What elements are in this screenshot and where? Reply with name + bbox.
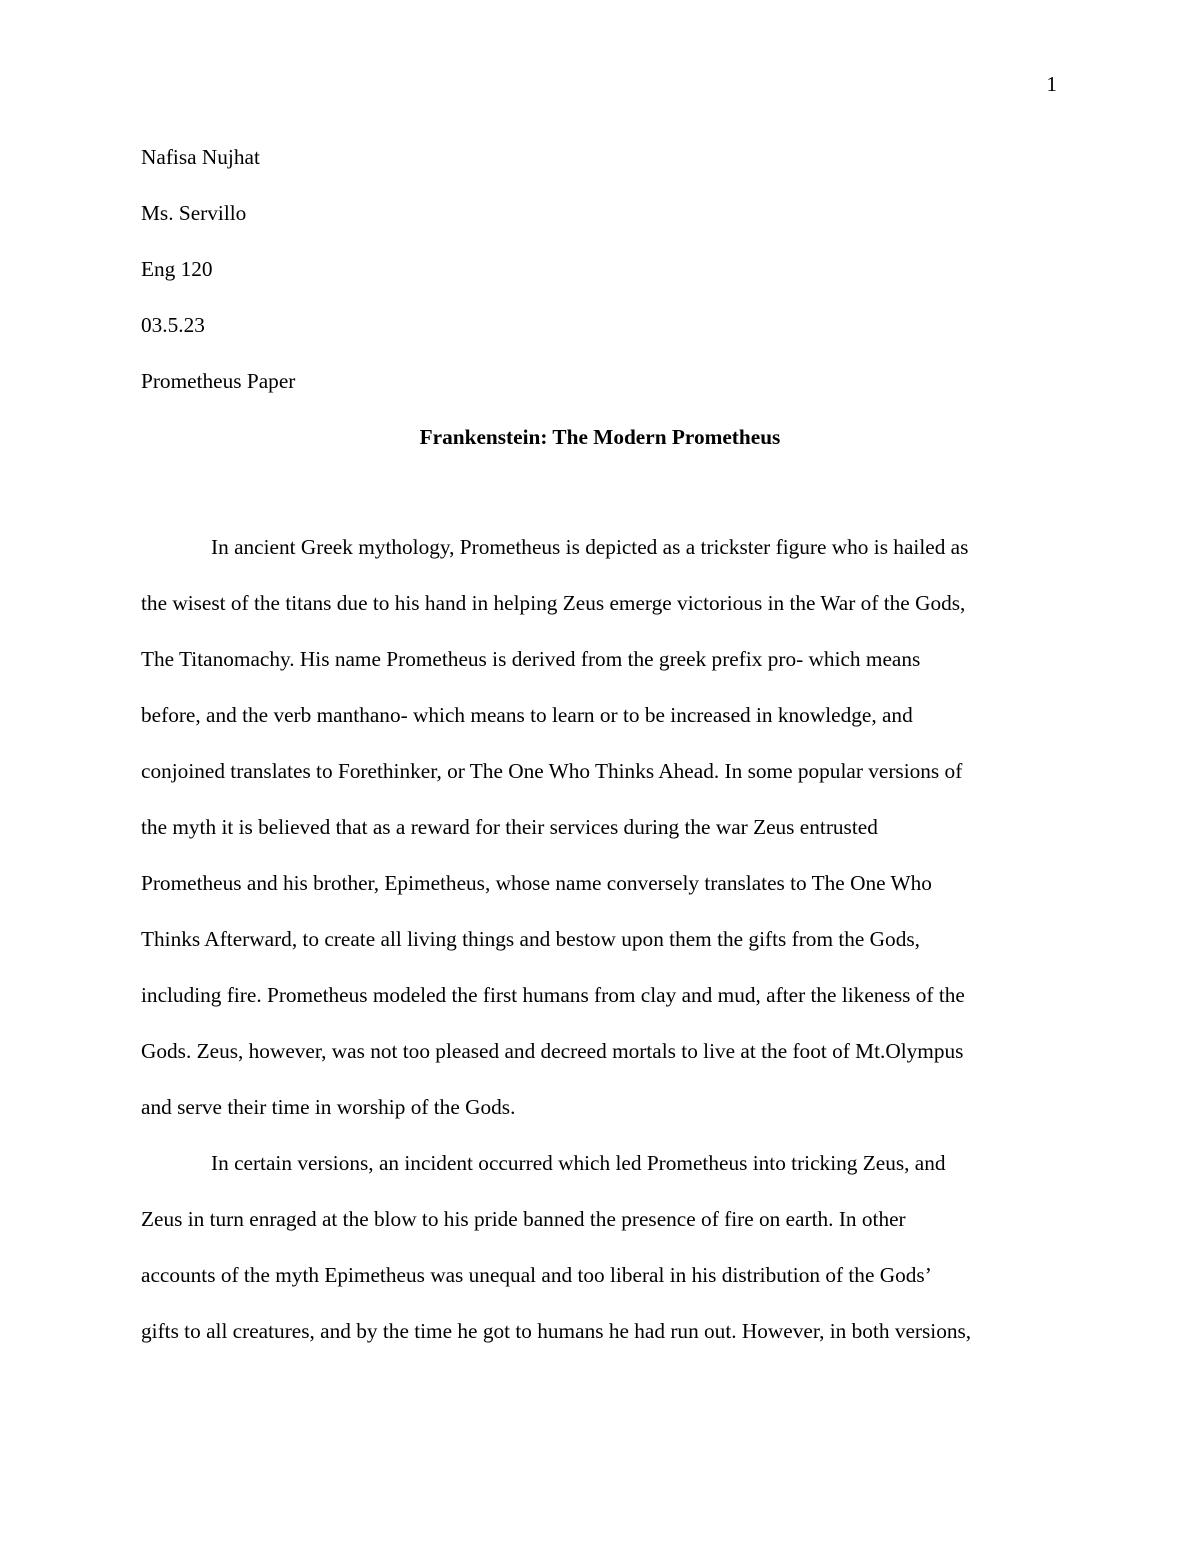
paragraph-1-line: and serve their time in worship of the Gods. — [141, 1095, 516, 1119]
paragraph-1-line: Gods. Zeus, however, was not too pleased and decreed mortals to live at the foot of Mt.Olympus — [141, 1039, 964, 1063]
paragraph-1-line: The Titanomachy. His name Prometheus is derived from the greek prefix pro- which means — [141, 647, 921, 671]
page-number: 1 — [1046, 72, 1057, 96]
paragraph-2-line: In certain versions, an incident occurred which led Prometheus into tricking Zeus, and — [211, 1151, 946, 1175]
paper-title: Frankenstein: The Modern Prometheus — [419, 425, 781, 449]
paragraph-1-line: conjoined translates to Forethinker, or The One Who Thinks Ahead. In some popular versions of — [141, 759, 963, 783]
instructor-name: Ms. Servillo — [141, 201, 247, 225]
mla-heading — [141, 143, 1059, 423]
paper-date: 03.5.23 — [141, 313, 205, 337]
assignment-name: Prometheus Paper — [141, 369, 296, 393]
body-text — [141, 533, 1059, 1373]
paragraph-1-line: including fire. Prometheus modeled the first humans from clay and mud, after the likeness of the — [141, 983, 965, 1007]
paragraph-1-line: before, and the verb manthano- which means to learn or to be increased in knowledge, and — [141, 703, 913, 727]
paragraph-1-line: the wisest of the titans due to his hand in helping Zeus emerge victorious in the War of the Gods, — [141, 591, 966, 615]
paragraph-1-line: Thinks Afterward, to create all living things and bestow upon them the gifts from the Gods, — [141, 927, 920, 951]
paragraph-2-line: Zeus in turn enraged at the blow to his pride banned the presence of fire on earth. In other — [141, 1207, 906, 1231]
paragraph-1-line: the myth it is believed that as a reward for their services during the war Zeus entrusted — [141, 815, 878, 839]
paragraph-2-line: accounts of the myth Epimetheus was unequal and too liberal in his distribution of the Gods’ — [141, 1263, 932, 1287]
course-name: Eng 120 — [141, 257, 213, 281]
paragraph-1-line: Prometheus and his brother, Epimetheus, whose name conversely translates to The One Who — [141, 871, 932, 895]
author-name: Nafisa Nujhat — [141, 145, 260, 169]
paragraph-1-line: In ancient Greek mythology, Prometheus is depicted as a trickster figure who is hailed as — [211, 535, 969, 559]
paragraph-2-line: gifts to all creatures, and by the time he got to humans he had run out. However, in both versions, — [141, 1319, 972, 1343]
